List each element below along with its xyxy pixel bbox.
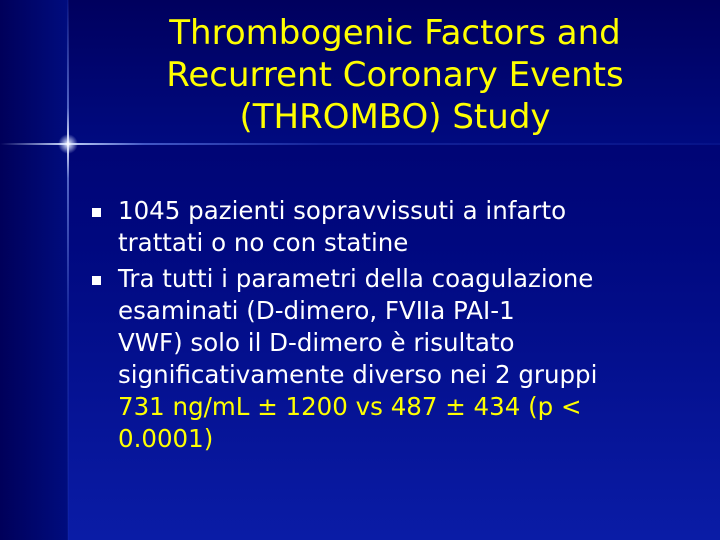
result-line: 731 ng/mL ± 1200 vs 487 ± 434 (p <: [118, 392, 582, 421]
bullet-item: [90, 263, 690, 455]
square-bullet-icon: [92, 276, 101, 285]
bullet-line: VWF) solo il D-dimero è risultato: [118, 328, 515, 357]
slide-title: [100, 12, 690, 138]
bullet-list: [90, 195, 690, 459]
square-bullet-icon: [92, 208, 101, 217]
left-background-band: [0, 0, 68, 540]
bullet-line: significativamente diverso nei 2 gruppi: [118, 360, 598, 389]
light-flare-icon: [58, 134, 78, 154]
title-line-2: Recurrent Coronary Events: [166, 55, 624, 95]
title-line-1: Thrombogenic Factors and: [169, 13, 621, 53]
title-line-3: (THROMBO) Study: [239, 97, 551, 137]
bullet-line: Tra tutti i parametri della coagulazione: [118, 264, 594, 293]
bullet-line: 1045 pazienti sopravvissuti a infarto: [118, 196, 567, 225]
vertical-light-line: [67, 0, 69, 540]
bullet-line: trattati o no con statine: [118, 228, 409, 257]
bullet-line: esaminati (D-dimero, FVIIa PAI-1: [118, 296, 515, 325]
result-line: 0.0001): [118, 424, 214, 453]
horizontal-light-line: [0, 143, 720, 145]
bullet-item: [90, 195, 690, 259]
